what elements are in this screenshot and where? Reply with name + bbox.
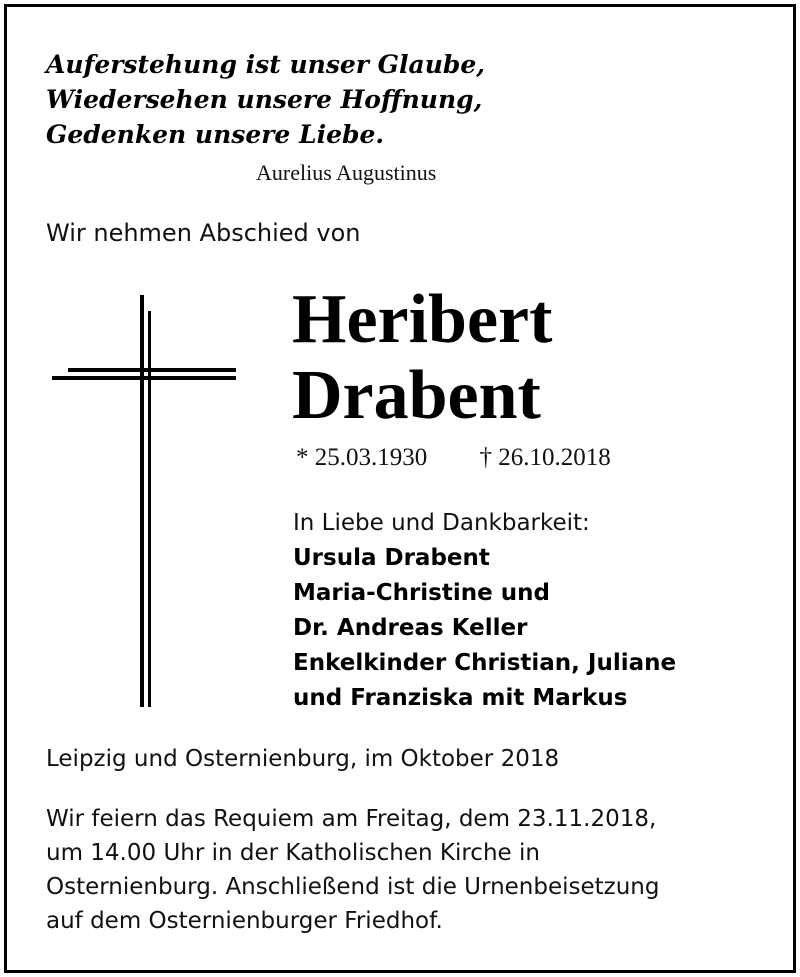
mourners-lead: In Liebe und Dankbarkeit: [293,510,590,536]
place-and-date: Leipzig und Osternienburg, im Oktober 2018 [46,746,560,772]
cross-icon [52,295,236,707]
quote-line: Auferstehung ist unser Glaube, [46,50,485,79]
requiem-notice [46,802,660,938]
birth-date: * 25.03.1930 [296,444,428,471]
quote-author: Aurelius Augustinus [256,160,437,185]
quote-line: Wiedersehen unsere Hoffnung, [46,85,483,114]
mourners-block [293,506,676,716]
death-date: † 26.10.2018 [479,444,611,471]
requiem-line: um 14.00 Uhr in der Katholischen Kirche in [46,840,540,866]
mourner-name: Dr. Andreas Keller [293,615,528,641]
deceased-first-name: Heribert [292,281,553,358]
quote-line: Gedenken unsere Liebe. [46,120,385,149]
deceased-name [292,282,552,434]
farewell-intro: Wir nehmen Abschied von [46,219,361,247]
requiem-line: Wir feiern das Requiem am Freitag, dem 23.11.2018, [46,806,657,832]
quote [46,47,485,152]
mourner-name: Ursula Drabent [293,545,490,571]
mourner-name: Enkelkinder Christian, Juliane [293,650,677,676]
deceased-last-name: Drabent [292,357,541,434]
mourner-name: Maria-Christine und [293,580,550,606]
requiem-line: auf dem Osternienburger Friedhof. [46,908,443,934]
mourner-name: und Franziska mit Markus [293,685,628,711]
life-dates [296,444,611,472]
requiem-line: Osternienburg. Anschließend ist die Urnenbeisetzung [46,874,660,900]
